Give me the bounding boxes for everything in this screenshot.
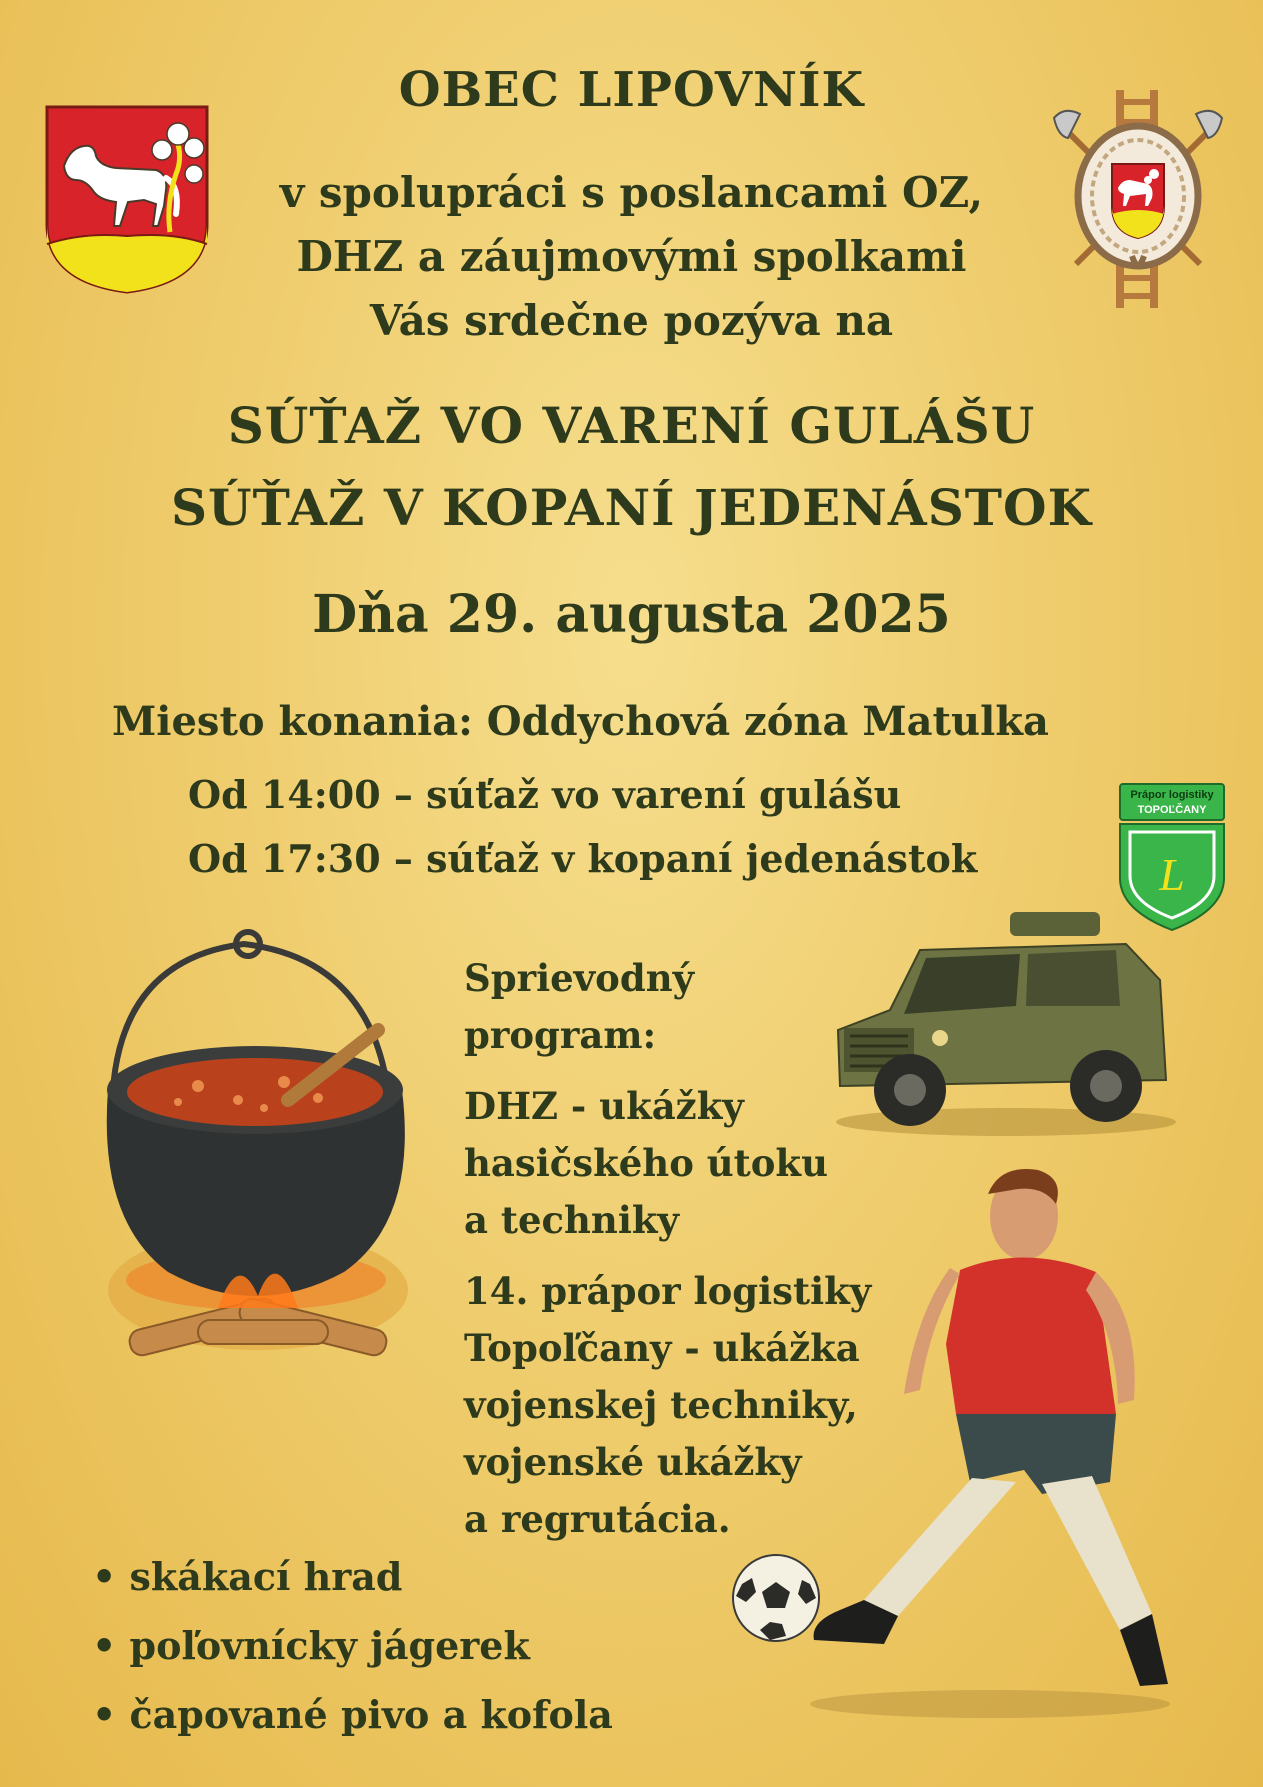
program-line: 14. prápor logistiky	[464, 1269, 872, 1313]
list-item: • skákací hrad	[92, 1542, 613, 1611]
military-vehicle-illustration	[830, 910, 1182, 1140]
program-line: Topoľčany - ukážka	[464, 1326, 860, 1370]
event-place: Miesto konania: Oddychová zóna Matulka	[112, 698, 1049, 745]
goulash-cauldron-illustration	[88, 920, 438, 1410]
program-line: DHZ - ukážky	[464, 1084, 744, 1128]
headline-goulash: SÚŤAŽ VO VARENÍ GULÁŠU	[227, 396, 1036, 455]
program-line: a regrutácia.	[464, 1497, 731, 1541]
program-line: a techniky	[464, 1198, 680, 1242]
program-line: Sprievodný	[464, 956, 695, 1000]
badge-line-1: Prápor logistiky	[1130, 789, 1214, 801]
badge-letter: L	[1159, 849, 1185, 900]
badge-line-2: TOPOĽČANY	[1137, 804, 1207, 816]
schedule-item-goulash: Od 14:00 – súťaž vo varení gulášu	[188, 772, 902, 817]
organizer-title: OBEC LIPOVNÍK	[398, 62, 865, 118]
program-line: hasičského útoku	[464, 1141, 828, 1185]
invitation-line-1: v spolupráci s poslancami OZ,	[279, 168, 984, 217]
program-line: vojenské ukážky	[464, 1440, 802, 1484]
program-line: vojenskej techniky,	[464, 1383, 858, 1427]
list-item: • poľovnícky jágerek	[92, 1611, 613, 1680]
invitation-line-2: DHZ a záujmovými spolkami	[296, 232, 967, 281]
football-player-illustration	[780, 1164, 1210, 1724]
football-ball-illustration	[730, 1552, 822, 1644]
invitation-line-3: Vás srdečne pozýva na	[369, 296, 894, 345]
program-line: program:	[464, 1013, 657, 1057]
extras-list	[92, 1542, 613, 1749]
event-date: Dňa 29. augusta 2025	[312, 584, 951, 645]
headline-penalties: SÚŤAŽ V KOPANÍ JEDENÁSTOK	[170, 478, 1093, 537]
list-item: • čapované pivo a kofola	[92, 1680, 613, 1749]
schedule-item-penalties: Od 17:30 – súťaž v kopaní jedenástok	[188, 836, 978, 881]
